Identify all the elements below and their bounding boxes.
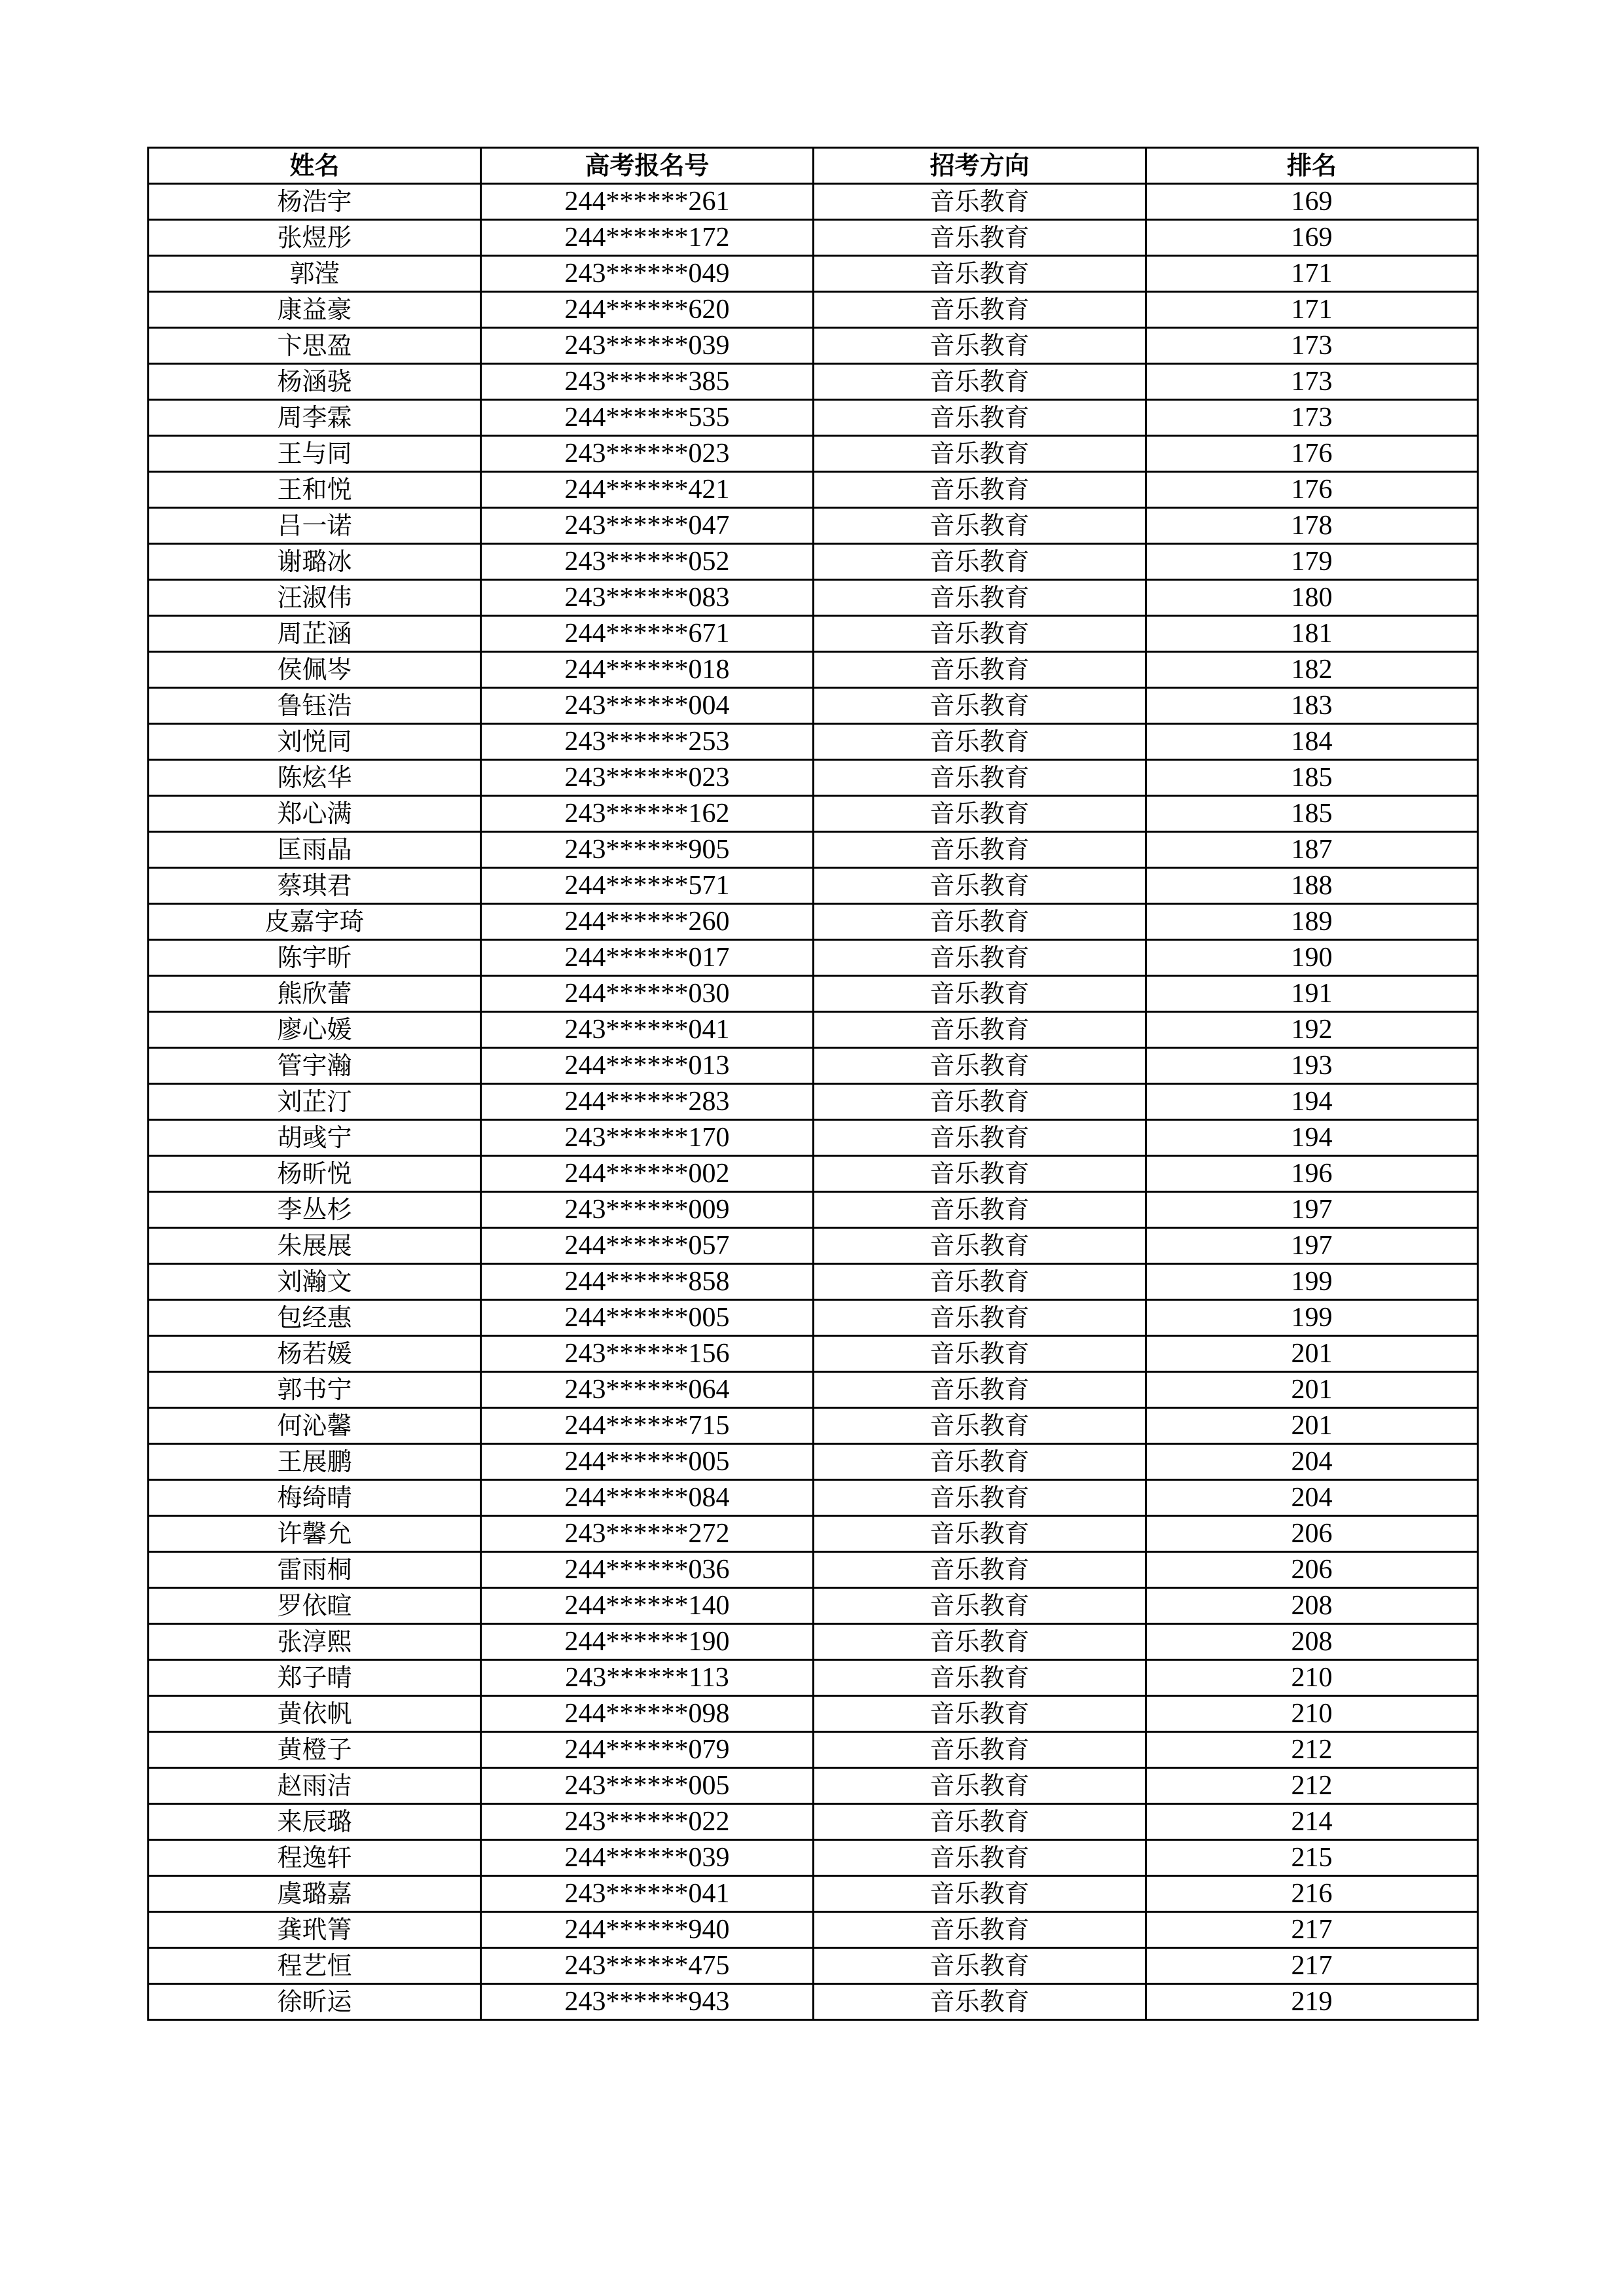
cell-direction: 音乐教育 [814, 1660, 1146, 1696]
cell-name: 刘悦同 [149, 724, 481, 760]
cell-direction: 音乐教育 [814, 1336, 1146, 1372]
cell-direction: 音乐教育 [814, 796, 1146, 832]
cell-name: 胡彧宁 [149, 1120, 481, 1156]
table-row [149, 760, 1478, 796]
cell-direction: 音乐教育 [814, 1732, 1146, 1768]
cell-direction: 音乐教育 [814, 580, 1146, 616]
cell-rank: 192 [1146, 1012, 1478, 1048]
cell-rank: 212 [1146, 1732, 1478, 1768]
cell-direction: 音乐教育 [814, 1912, 1146, 1948]
cell-direction: 音乐教育 [814, 508, 1146, 544]
table-row [149, 1696, 1478, 1732]
cell-direction: 音乐教育 [814, 1984, 1146, 2020]
table-row [149, 1516, 1478, 1552]
cell-name: 熊欣蕾 [149, 976, 481, 1012]
cell-exam-number: 243******905 [481, 832, 814, 868]
cell-direction: 音乐教育 [814, 1192, 1146, 1228]
cell-name: 杨涵骁 [149, 364, 481, 400]
cell-name: 张煜彤 [149, 220, 481, 256]
cell-rank: 210 [1146, 1696, 1478, 1732]
header-name: 姓名 [149, 148, 481, 184]
table-row [149, 1156, 1478, 1192]
cell-direction: 音乐教育 [814, 184, 1146, 220]
cell-exam-number: 244******098 [481, 1696, 814, 1732]
cell-exam-number: 244******715 [481, 1408, 814, 1444]
cell-name: 蔡琪君 [149, 868, 481, 904]
cell-name: 王和悦 [149, 472, 481, 508]
cell-name: 廖心媛 [149, 1012, 481, 1048]
cell-direction: 音乐教育 [814, 1048, 1146, 1084]
cell-direction: 音乐教育 [814, 544, 1146, 580]
cell-exam-number: 244******421 [481, 472, 814, 508]
header-rank: 排名 [1146, 148, 1478, 184]
cell-rank: 204 [1146, 1444, 1478, 1480]
cell-name: 朱展展 [149, 1228, 481, 1264]
cell-name: 鲁钰浩 [149, 688, 481, 724]
cell-exam-number: 244******005 [481, 1300, 814, 1336]
table-row [149, 472, 1478, 508]
cell-name: 罗依暄 [149, 1588, 481, 1624]
table-row [149, 292, 1478, 328]
cell-rank: 179 [1146, 544, 1478, 580]
table-row [149, 1120, 1478, 1156]
table-row [149, 1804, 1478, 1840]
cell-exam-number: 243******047 [481, 508, 814, 544]
cell-exam-number: 243******009 [481, 1192, 814, 1228]
cell-exam-number: 244******039 [481, 1840, 814, 1876]
cell-direction: 音乐教育 [814, 1624, 1146, 1660]
cell-exam-number: 243******041 [481, 1876, 814, 1912]
cell-rank: 171 [1146, 292, 1478, 328]
cell-name: 张淳熙 [149, 1624, 481, 1660]
table-row [149, 976, 1478, 1012]
cell-rank: 176 [1146, 436, 1478, 472]
table-row [149, 544, 1478, 580]
table-row [149, 868, 1478, 904]
cell-rank: 197 [1146, 1192, 1478, 1228]
cell-exam-number: 243******004 [481, 688, 814, 724]
cell-rank: 215 [1146, 1840, 1478, 1876]
table-row [149, 1192, 1478, 1228]
cell-direction: 音乐教育 [814, 904, 1146, 940]
table-row [149, 1840, 1478, 1876]
cell-exam-number: 243******039 [481, 328, 814, 364]
cell-direction: 音乐教育 [814, 760, 1146, 796]
cell-direction: 音乐教育 [814, 1840, 1146, 1876]
table-row [149, 1048, 1478, 1084]
cell-exam-number: 244******018 [481, 652, 814, 688]
cell-exam-number: 243******023 [481, 436, 814, 472]
table-row [149, 328, 1478, 364]
cell-rank: 193 [1146, 1048, 1478, 1084]
table-row [149, 1444, 1478, 1480]
cell-exam-number: 244******535 [481, 400, 814, 436]
cell-exam-number: 243******253 [481, 724, 814, 760]
table-row [149, 688, 1478, 724]
table-row [149, 1660, 1478, 1696]
cell-rank: 188 [1146, 868, 1478, 904]
cell-direction: 音乐教育 [814, 1768, 1146, 1804]
cell-rank: 191 [1146, 976, 1478, 1012]
cell-exam-number: 244******002 [481, 1156, 814, 1192]
cell-exam-number: 243******170 [481, 1120, 814, 1156]
cell-name: 陈宇昕 [149, 940, 481, 976]
cell-rank: 199 [1146, 1264, 1478, 1300]
table-row [149, 184, 1478, 220]
cell-name: 梅绮晴 [149, 1480, 481, 1516]
cell-exam-number: 244******036 [481, 1552, 814, 1588]
table-row [149, 256, 1478, 292]
cell-exam-number: 244******084 [481, 1480, 814, 1516]
cell-direction: 音乐教育 [814, 1948, 1146, 1984]
cell-rank: 214 [1146, 1804, 1478, 1840]
cell-rank: 216 [1146, 1876, 1478, 1912]
cell-rank: 206 [1146, 1516, 1478, 1552]
cell-exam-number: 244******005 [481, 1444, 814, 1480]
table-row [149, 1228, 1478, 1264]
cell-direction: 音乐教育 [814, 976, 1146, 1012]
cell-exam-number: 243******162 [481, 796, 814, 832]
table-row [149, 1264, 1478, 1300]
cell-exam-number: 243******156 [481, 1336, 814, 1372]
cell-exam-number: 243******272 [481, 1516, 814, 1552]
cell-name: 谢璐冰 [149, 544, 481, 580]
cell-rank: 189 [1146, 904, 1478, 940]
cell-name: 侯佩岑 [149, 652, 481, 688]
cell-name: 郭滢 [149, 256, 481, 292]
cell-exam-number: 244******283 [481, 1084, 814, 1120]
table-row [149, 724, 1478, 760]
cell-rank: 178 [1146, 508, 1478, 544]
header-row [149, 148, 1478, 184]
cell-exam-number: 244******260 [481, 904, 814, 940]
table-row [149, 904, 1478, 940]
table-row [149, 1876, 1478, 1912]
cell-rank: 194 [1146, 1084, 1478, 1120]
cell-exam-number: 243******052 [481, 544, 814, 580]
header-exam-number: 高考报名号 [481, 148, 814, 184]
cell-name: 雷雨桐 [149, 1552, 481, 1588]
cell-name: 许馨允 [149, 1516, 481, 1552]
cell-name: 刘瀚文 [149, 1264, 481, 1300]
cell-exam-number: 244******940 [481, 1912, 814, 1948]
cell-direction: 音乐教育 [814, 1300, 1146, 1336]
cell-name: 杨若媛 [149, 1336, 481, 1372]
cell-direction: 音乐教育 [814, 832, 1146, 868]
cell-direction: 音乐教育 [814, 1444, 1146, 1480]
cell-exam-number: 244******858 [481, 1264, 814, 1300]
cell-name: 郑子晴 [149, 1660, 481, 1696]
cell-rank: 171 [1146, 256, 1478, 292]
cell-rank: 212 [1146, 1768, 1478, 1804]
cell-name: 黄橙子 [149, 1732, 481, 1768]
cell-name: 周李霖 [149, 400, 481, 436]
cell-rank: 217 [1146, 1912, 1478, 1948]
cell-exam-number: 243******023 [481, 760, 814, 796]
table-row [149, 1408, 1478, 1444]
table-row [149, 1552, 1478, 1588]
table-row [149, 220, 1478, 256]
cell-name: 郭书宁 [149, 1372, 481, 1408]
cell-rank: 199 [1146, 1300, 1478, 1336]
cell-name: 汪淑伟 [149, 580, 481, 616]
cell-rank: 219 [1146, 1984, 1478, 2020]
table-row [149, 652, 1478, 688]
table-row [149, 364, 1478, 400]
cell-exam-number: 243******113 [481, 1660, 814, 1696]
table-row [149, 1480, 1478, 1516]
cell-direction: 音乐教育 [814, 1804, 1146, 1840]
cell-exam-number: 244******013 [481, 1048, 814, 1084]
cell-direction: 音乐教育 [814, 1156, 1146, 1192]
table-row [149, 796, 1478, 832]
table-row [149, 1624, 1478, 1660]
table-row [149, 616, 1478, 652]
cell-rank: 173 [1146, 400, 1478, 436]
cell-exam-number: 243******943 [481, 1984, 814, 2020]
cell-name: 匡雨晶 [149, 832, 481, 868]
cell-name: 黄依帆 [149, 1696, 481, 1732]
cell-direction: 音乐教育 [814, 1228, 1146, 1264]
cell-name: 王展鹏 [149, 1444, 481, 1480]
cell-direction: 音乐教育 [814, 868, 1146, 904]
cell-direction: 音乐教育 [814, 724, 1146, 760]
cell-name: 康益豪 [149, 292, 481, 328]
table-row [149, 1372, 1478, 1408]
table-body [149, 184, 1478, 2020]
cell-rank: 169 [1146, 184, 1478, 220]
cell-direction: 音乐教育 [814, 292, 1146, 328]
cell-exam-number: 244******261 [481, 184, 814, 220]
cell-rank: 184 [1146, 724, 1478, 760]
table-row [149, 1948, 1478, 1984]
cell-name: 李丛杉 [149, 1192, 481, 1228]
cell-name: 程逸轩 [149, 1840, 481, 1876]
cell-rank: 206 [1146, 1552, 1478, 1588]
cell-rank: 204 [1146, 1480, 1478, 1516]
cell-name: 周芷涵 [149, 616, 481, 652]
cell-direction: 音乐教育 [814, 1408, 1146, 1444]
cell-rank: 176 [1146, 472, 1478, 508]
cell-rank: 183 [1146, 688, 1478, 724]
table-row [149, 400, 1478, 436]
cell-direction: 音乐教育 [814, 1876, 1146, 1912]
cell-direction: 音乐教育 [814, 652, 1146, 688]
table-row [149, 580, 1478, 616]
cell-rank: 182 [1146, 652, 1478, 688]
cell-direction: 音乐教育 [814, 436, 1146, 472]
cell-rank: 194 [1146, 1120, 1478, 1156]
cell-direction: 音乐教育 [814, 328, 1146, 364]
cell-direction: 音乐教育 [814, 1084, 1146, 1120]
cell-direction: 音乐教育 [814, 400, 1146, 436]
cell-direction: 音乐教育 [814, 616, 1146, 652]
cell-exam-number: 243******083 [481, 580, 814, 616]
cell-direction: 音乐教育 [814, 1480, 1146, 1516]
cell-direction: 音乐教育 [814, 472, 1146, 508]
cell-name: 徐昕运 [149, 1984, 481, 2020]
cell-rank: 169 [1146, 220, 1478, 256]
cell-exam-number: 243******005 [481, 1768, 814, 1804]
cell-direction: 音乐教育 [814, 688, 1146, 724]
cell-rank: 201 [1146, 1408, 1478, 1444]
cell-name: 来辰璐 [149, 1804, 481, 1840]
table-row [149, 1912, 1478, 1948]
cell-rank: 208 [1146, 1588, 1478, 1624]
table-row [149, 1984, 1478, 2020]
table-row [149, 436, 1478, 472]
cell-rank: 180 [1146, 580, 1478, 616]
cell-name: 杨浩宇 [149, 184, 481, 220]
cell-rank: 201 [1146, 1336, 1478, 1372]
table-row [149, 1300, 1478, 1336]
cell-direction: 音乐教育 [814, 1552, 1146, 1588]
cell-rank: 208 [1146, 1624, 1478, 1660]
cell-rank: 185 [1146, 760, 1478, 796]
table-row [149, 508, 1478, 544]
cell-rank: 197 [1146, 1228, 1478, 1264]
cell-name: 刘芷汀 [149, 1084, 481, 1120]
cell-name: 包经惠 [149, 1300, 481, 1336]
cell-exam-number: 243******049 [481, 256, 814, 292]
cell-direction: 音乐教育 [814, 1264, 1146, 1300]
table-row [149, 1768, 1478, 1804]
cell-rank: 196 [1146, 1156, 1478, 1192]
cell-rank: 187 [1146, 832, 1478, 868]
cell-rank: 173 [1146, 364, 1478, 400]
cell-name: 程艺恒 [149, 1948, 481, 1984]
cell-exam-number: 243******064 [481, 1372, 814, 1408]
cell-direction: 音乐教育 [814, 1516, 1146, 1552]
cell-rank: 210 [1146, 1660, 1478, 1696]
cell-exam-number: 244******571 [481, 868, 814, 904]
cell-direction: 音乐教育 [814, 940, 1146, 976]
cell-direction: 音乐教育 [814, 1372, 1146, 1408]
cell-direction: 音乐教育 [814, 1588, 1146, 1624]
cell-exam-number: 243******385 [481, 364, 814, 400]
table-row [149, 1732, 1478, 1768]
cell-exam-number: 244******190 [481, 1624, 814, 1660]
cell-exam-number: 243******022 [481, 1804, 814, 1840]
cell-exam-number: 244******079 [481, 1732, 814, 1768]
table-row [149, 940, 1478, 976]
cell-exam-number: 244******030 [481, 976, 814, 1012]
cell-name: 吕一诺 [149, 508, 481, 544]
cell-exam-number: 244******140 [481, 1588, 814, 1624]
cell-name: 卞思盈 [149, 328, 481, 364]
cell-name: 杨昕悦 [149, 1156, 481, 1192]
cell-exam-number: 244******620 [481, 292, 814, 328]
cell-direction: 音乐教育 [814, 1696, 1146, 1732]
cell-direction: 音乐教育 [814, 364, 1146, 400]
cell-name: 赵雨洁 [149, 1768, 481, 1804]
table-row [149, 1588, 1478, 1624]
table-row [149, 832, 1478, 868]
cell-name: 王与同 [149, 436, 481, 472]
cell-name: 虞璐嘉 [149, 1876, 481, 1912]
cell-name: 管宇瀚 [149, 1048, 481, 1084]
cell-name: 陈炫华 [149, 760, 481, 796]
table-row [149, 1012, 1478, 1048]
cell-exam-number: 244******017 [481, 940, 814, 976]
cell-name: 皮嘉宇琦 [149, 904, 481, 940]
cell-name: 郑心满 [149, 796, 481, 832]
cell-direction: 音乐教育 [814, 220, 1146, 256]
cell-exam-number: 243******041 [481, 1012, 814, 1048]
cell-rank: 173 [1146, 328, 1478, 364]
header-direction: 招考方向 [814, 148, 1146, 184]
cell-name: 龚玳箐 [149, 1912, 481, 1948]
table-row [149, 1084, 1478, 1120]
cell-rank: 185 [1146, 796, 1478, 832]
cell-rank: 201 [1146, 1372, 1478, 1408]
cell-rank: 181 [1146, 616, 1478, 652]
table-row [149, 1336, 1478, 1372]
cell-direction: 音乐教育 [814, 1012, 1146, 1048]
cell-exam-number: 243******475 [481, 1948, 814, 1984]
cell-exam-number: 244******057 [481, 1228, 814, 1264]
cell-rank: 217 [1146, 1948, 1478, 1984]
cell-rank: 190 [1146, 940, 1478, 976]
cell-exam-number: 244******172 [481, 220, 814, 256]
cell-exam-number: 244******671 [481, 616, 814, 652]
cell-direction: 音乐教育 [814, 256, 1146, 292]
ranking-table [147, 147, 1479, 2021]
cell-name: 何沁馨 [149, 1408, 481, 1444]
cell-direction: 音乐教育 [814, 1120, 1146, 1156]
